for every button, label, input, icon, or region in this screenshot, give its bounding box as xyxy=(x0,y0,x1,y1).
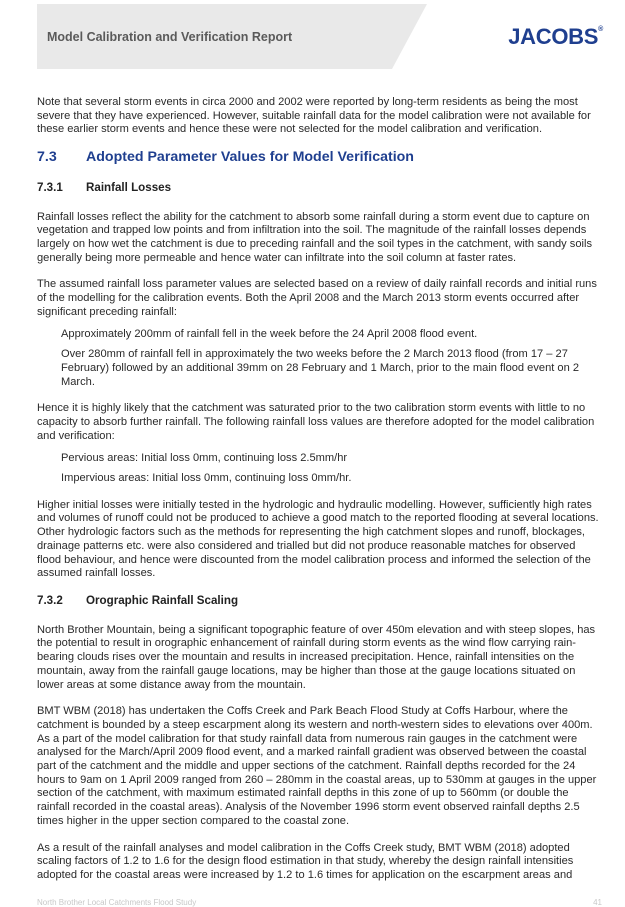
bullet-icon xyxy=(37,452,61,466)
paragraph: The assumed rainfall loss parameter values are selected based on a review of daily rainfall records and initial runs of the modelling for the calibration events. Both the April 2008 and the March 2013 storm events occurred after significant preceding rainfall: xyxy=(37,278,597,318)
section-heading xyxy=(37,151,602,165)
list-item xyxy=(37,452,602,466)
jacobs-logo xyxy=(508,24,603,50)
intro-paragraph: Note that several storm events in circa 2000 and 2002 were reported by long-term residents as being the most severe that they have experienced. However, suitable rainfall data for the model calibration were not available for these earlier storm events and hence these were not selected for the model calibration and verification. xyxy=(37,96,591,136)
bullet-icon xyxy=(37,328,61,342)
paragraph: Higher initial losses were initially tested in the hydrologic and hydraulic modelling. However, sufficiently high rates and volumes of runoff could not be produced to achieve a good match to the reported flooding at several locations. Other hydrologic factors such as the methods for representing the high catchment slopes and runoff, blockages, drainage patterns etc. were also considered and trialled but did not produce reasonable matches for observed flood behaviour, and hence were discounted from the model calibration process and informed the selection of the assumed rainfall losses. xyxy=(37,498,599,580)
logo-registered-mark: ® xyxy=(598,26,603,33)
bullet-icon xyxy=(37,472,61,486)
subsection-title: Rainfall Losses xyxy=(86,180,172,194)
paragraph: Rainfall losses reflect the ability for the catchment to absorb some rainfall during a storm event due to capture on vegetation and trapped low points and from infiltration into the soil. The magnitude of the rainfall losses depends largely on how wet the catchment is due to preceding rainfall and the soil types in the catchment, with sandy soils generally being more permeable and hence water can infiltrate into the soil column at faster rates. xyxy=(37,210,592,264)
report-body xyxy=(37,96,602,896)
section-title: Adopted Parameter Values for Model Verification xyxy=(86,149,414,166)
list-item-text: Pervious areas: Initial loss 0mm, continuing loss 2.5mm/hr xyxy=(61,452,348,465)
subsection-title: Orographic Rainfall Scaling xyxy=(86,593,239,607)
footer-page-number: 41 xyxy=(593,898,602,907)
bullet-list-loss-values xyxy=(37,452,602,485)
footer-document-name: North Brother Local Catchments Flood Study xyxy=(37,898,197,907)
list-item-text: Impervious areas: Initial loss 0mm, continuing loss 0mm/hr. xyxy=(61,472,352,485)
section-number: 7.3 xyxy=(37,149,57,166)
list-item-text: Over 280mm of rainfall fell in approximately the two weeks before the 2 March 2013 flood (from 17 – 27 February) followed by an additional 39mm on 28 February and 1 March, prior to the main flood event on 2 March. xyxy=(61,348,579,388)
bullet-icon xyxy=(37,348,61,389)
subsection-heading-orographic xyxy=(37,594,602,608)
paragraph: As a result of the rainfall analyses and model calibration in the Coffs Creek study, BMT WBM (2018) adopted scaling factors of 1.2 to 1.6 for the design flood estimation in that study, whereby the design rainfall intensities adopted for the coastal areas were increased by 1.2 to 1.6 times for application on the escarpment areas and xyxy=(37,841,574,881)
paragraph: BMT WBM (2018) has undertaken the Coffs Creek and Park Beach Flood Study at Coffs Harbour, where the catchment is bounded by a steep escarpment along its western and north-western sides to elevations over 400m. As a part of the model calibration for that study rainfall data from numerous rain gauges in the catchment were analysed for the March/April 2009 flood event, and a marked rainfall gradient was observed between the coastal part of the catchment and the middle and upper sections of the catchment. Rainfall depths recorded for the 24 hours to 9am on 1 April 2009 ranged from 260 – 280mm in the coastal areas, up to 530mm at gauges in the upper section of the catchment, with maximum estimated rainfall depths in this zone of up to 560mm (or double the rainfall recorded in the coastal areas). Analysis of the November 1996 storm event observed rainfall depths 2.5 times higher in the upper section compared to the coastal zone. xyxy=(37,705,597,827)
list-item xyxy=(37,348,602,389)
logo-text: JACOBS xyxy=(508,24,599,49)
subsection-number: 7.3.2 xyxy=(37,593,63,607)
bullet-list-rainfall xyxy=(37,328,602,389)
list-item-text: Approximately 200mm of rainfall fell in the week before the 24 April 2008 flood event. xyxy=(61,328,478,341)
list-item xyxy=(37,472,602,486)
list-item xyxy=(37,328,602,342)
paragraph: Hence it is highly likely that the catchment was saturated prior to the two calibration storm events with little to no capacity to absorb further rainfall. The following rainfall loss values are therefore adopted for the model calibration and verification: xyxy=(37,402,595,442)
paragraph: North Brother Mountain, being a significant topographic feature of over 450m elevation and with steep slopes, has the potential to result in orographic enhancement of rainfall during storm events as the wind flow carrying rain-bearing clouds rises over the mountain and results in increased precipitation. Hence, rainfall intensities on the mountain, away from the rainfall gauge locations, may be higher than those at the gauge locations situated on lower areas at some distance away from the mountain. xyxy=(37,623,596,691)
subsection-heading-rainfall-losses xyxy=(37,181,602,195)
report-title: Model Calibration and Verification Report xyxy=(47,30,293,44)
subsection-number: 7.3.1 xyxy=(37,180,63,194)
